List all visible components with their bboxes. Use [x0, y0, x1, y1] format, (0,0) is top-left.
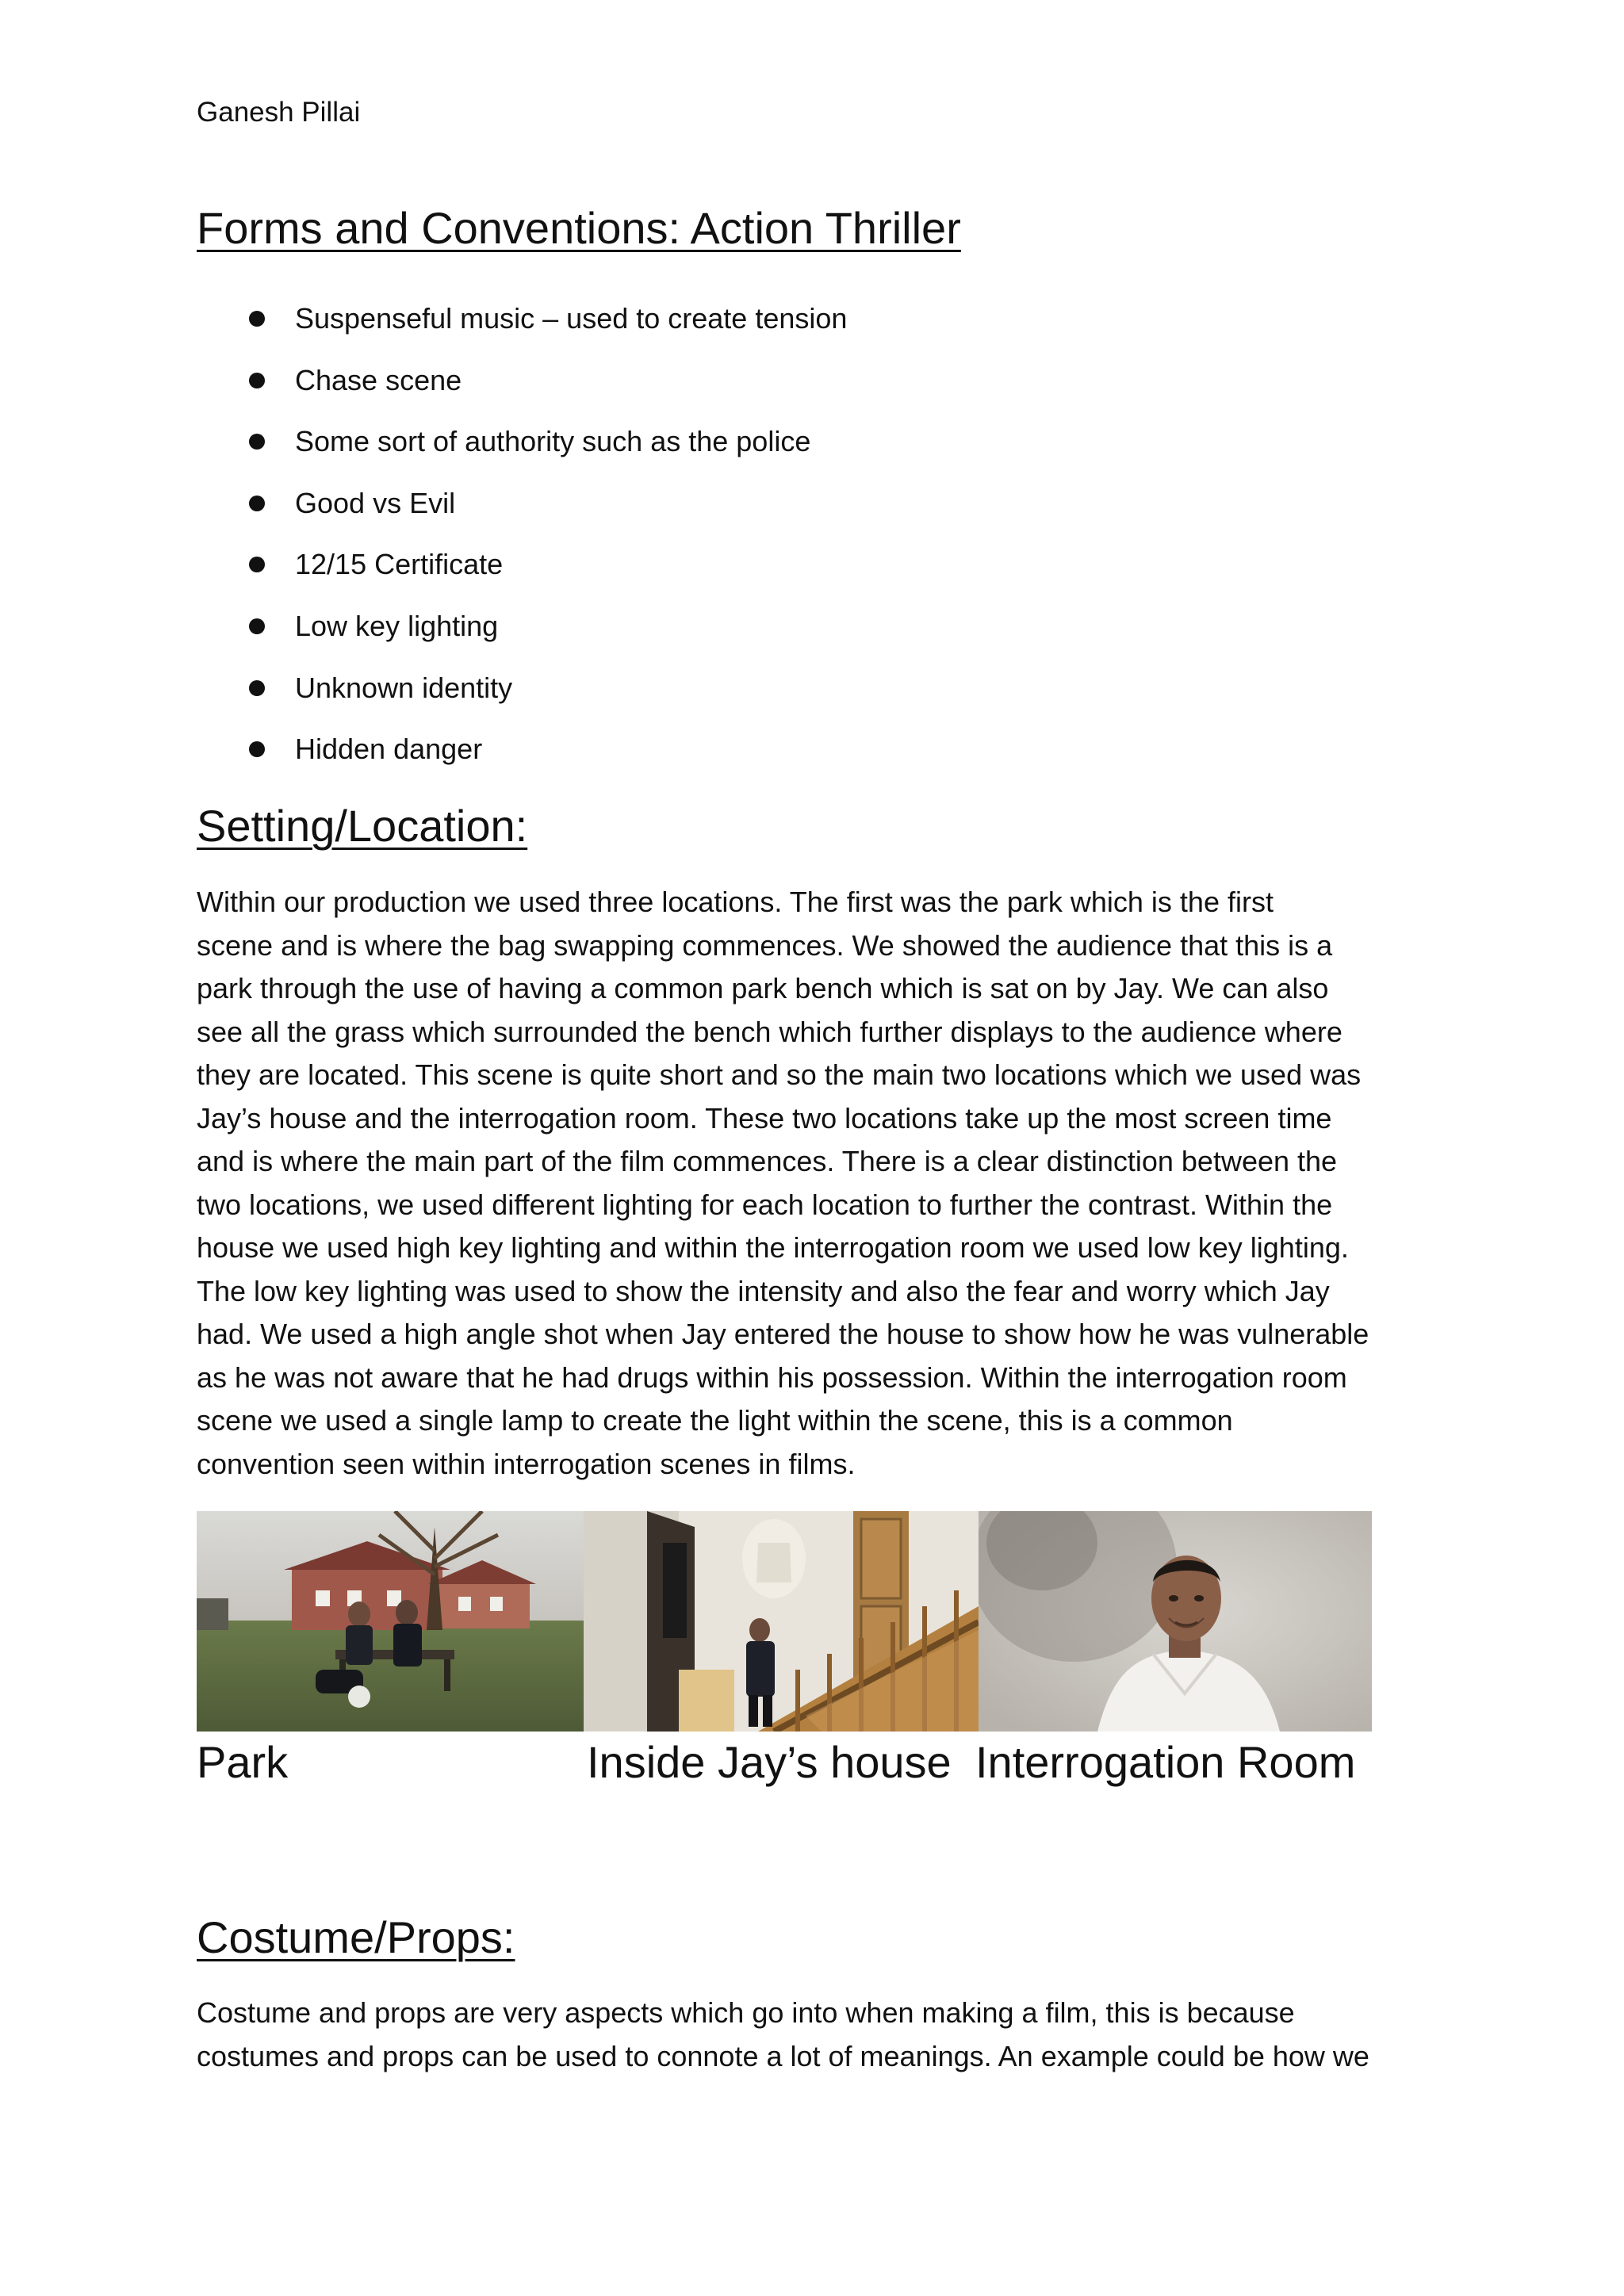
setting-heading: Setting/Location: — [197, 801, 528, 851]
list-item — [197, 357, 1465, 419]
paragraph-line: The low key lighting was used to show the intensity and also the fear and worry which Jay — [197, 1274, 1330, 1307]
list-item — [197, 480, 1465, 541]
list-item-text: Unknown identity — [295, 671, 513, 704]
list-item — [197, 725, 1465, 787]
paragraph-line: costumes and props can be used to connote a lot of meanings. An example could be how we — [197, 2039, 1369, 2072]
paragraph-line: as he was not aware that he had drugs within his possession. Within the interrogation room — [197, 1360, 1347, 1394]
park-caption: Park — [197, 1737, 289, 1787]
bullet-icon — [249, 557, 265, 572]
list-item-text: 12/15 Certificate — [295, 548, 504, 581]
interrogation-room-caption: Interrogation Room — [975, 1737, 1356, 1787]
bullet-icon — [249, 311, 265, 327]
interrogation-room-photo — [979, 1511, 1372, 1732]
paragraph-line: Jay’s house and the interrogation room. These two locations take up the most screen time — [197, 1101, 1332, 1135]
list-item-text: Low key lighting — [295, 609, 499, 642]
paragraph-line: see all the grass which surrounded the bench which further displays to the audience where — [197, 1015, 1342, 1048]
paragraph-line: Within our production we used three locations. The first was the park which is the first — [197, 886, 1274, 918]
park-image — [197, 1511, 584, 1732]
paragraph-line: and is where the main part of the film commences. There is a clear distinction between the — [197, 1145, 1338, 1177]
setting-paragraph — [197, 881, 1434, 1486]
paragraph-line: they are located. This scene is quite short and so the main two locations which we used was — [197, 1058, 1362, 1091]
list-item-text: Some sort of authority such as the police — [295, 425, 811, 458]
list-item-text: Hidden danger — [295, 733, 483, 766]
author-name: Ganesh Pillai — [197, 97, 361, 128]
list-item-text: Chase scene — [295, 363, 462, 396]
list-item — [197, 664, 1465, 726]
bullet-icon — [249, 434, 265, 450]
bullet-icon — [249, 618, 265, 634]
paragraph-line: house we used high key lighting and within the interrogation room we used low key lighting. — [197, 1231, 1349, 1264]
costume-heading: Costume/Props: — [197, 1912, 515, 1962]
list-item — [197, 418, 1465, 480]
park-photo — [197, 1511, 584, 1732]
list-item-text: Good vs Evil — [295, 486, 456, 519]
interrogation-room-image — [979, 1511, 1372, 1732]
paragraph-line: scene and is where the bag swapping commences. We showed the audience that this is a — [197, 928, 1333, 962]
paragraph-line: scene we used a single lamp to create the light within the scene, this is a common — [197, 1404, 1233, 1437]
list-item — [197, 603, 1465, 664]
paragraph-line: park through the use of having a common park bench which is sat on by Jay. We can also — [197, 972, 1329, 1004]
bullet-icon — [249, 373, 265, 388]
list-item — [197, 541, 1465, 603]
bullet-icon — [249, 680, 265, 696]
bullet-icon — [249, 496, 265, 511]
house-caption: Inside Jay’s house — [587, 1737, 952, 1787]
list-item-text: Suspenseful music – used to create tension — [295, 302, 848, 335]
house-photo — [584, 1511, 979, 1732]
costume-paragraph — [197, 1992, 1434, 2078]
paragraph-line: convention seen within interrogation scenes in films. — [197, 1447, 856, 1480]
bullet-icon — [249, 741, 265, 757]
conventions-list — [197, 295, 1465, 787]
paragraph-line: had. We used a high angle shot when Jay entered the house to show how he was vulnerable — [197, 1318, 1369, 1350]
house-image — [584, 1511, 979, 1732]
list-item — [197, 295, 1465, 357]
forms-heading: Forms and Conventions: Action Thriller — [197, 203, 961, 253]
paragraph-line: Costume and props are very aspects which go into when making a film, this is because — [197, 1996, 1295, 2029]
paragraph-line: two locations, we used different lighting for each location to further the contrast. Within the — [197, 1188, 1333, 1221]
